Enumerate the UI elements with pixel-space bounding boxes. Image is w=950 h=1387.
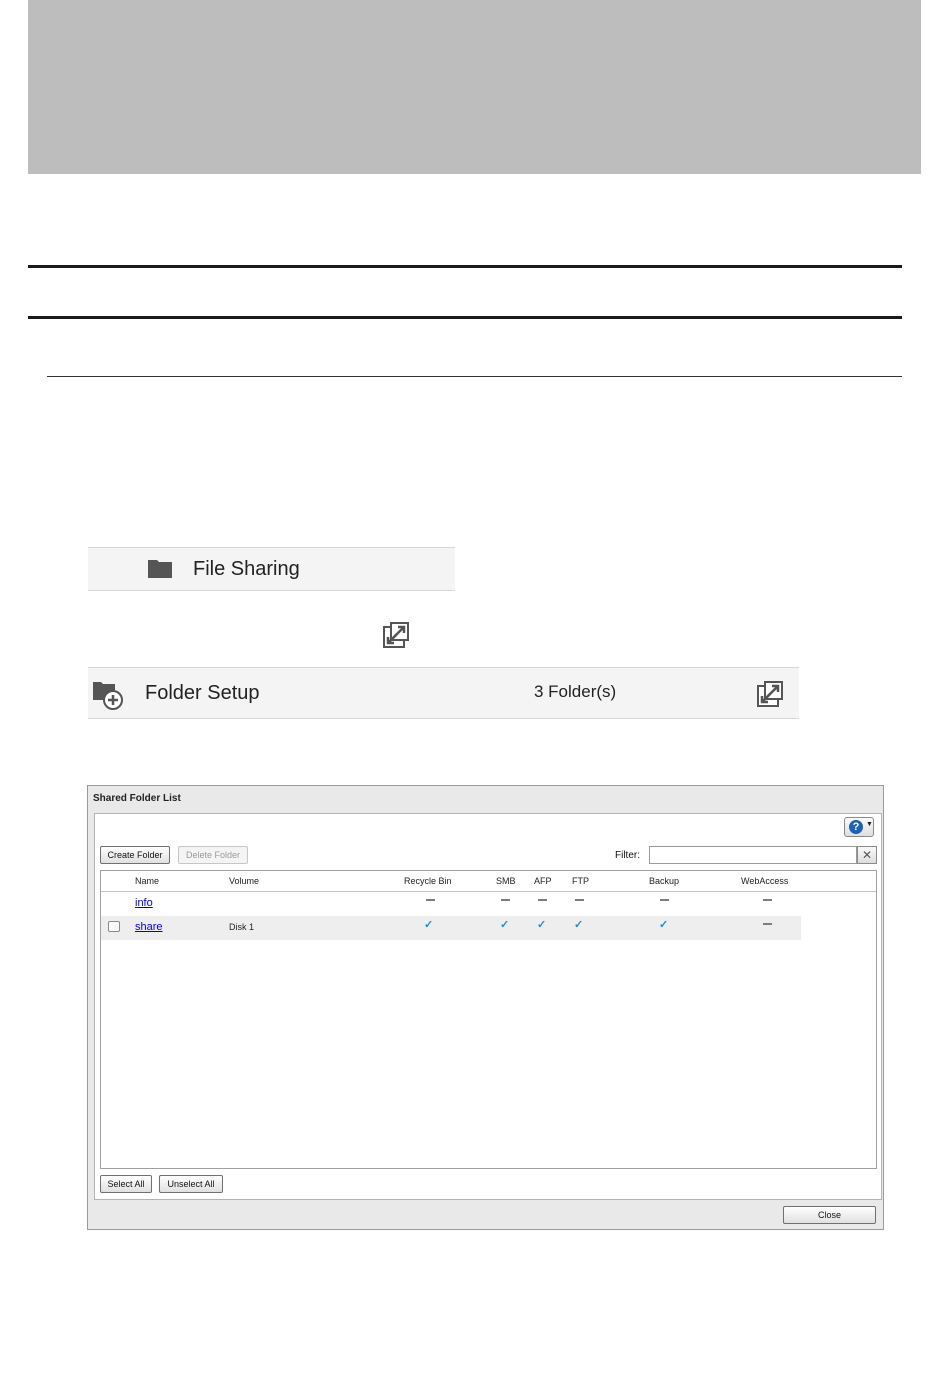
check-icon: ✓ [537, 919, 547, 931]
column-header-afp[interactable]: AFP [534, 876, 552, 886]
folder-count: 3 Folder(s) [534, 682, 617, 701]
dash-icon [763, 923, 772, 925]
column-header-name[interactable]: Name [135, 876, 160, 886]
check-icon: ✓ [424, 919, 434, 931]
filter-input[interactable] [649, 846, 857, 864]
row-checkbox[interactable] [108, 921, 120, 932]
unselect-all-button[interactable]: Unselect All [159, 1175, 223, 1193]
delete-folder-button[interactable]: Delete Folder [178, 846, 248, 864]
column-header-backup[interactable]: Backup [649, 876, 680, 886]
dash-icon [763, 899, 772, 901]
check-icon: ✓ [659, 919, 669, 931]
table-header [101, 871, 876, 892]
folder-setup-menu-item[interactable] [88, 667, 799, 719]
column-header-ftp[interactable]: FTP [572, 876, 589, 886]
help-button[interactable] [844, 817, 874, 837]
divider [47, 376, 902, 377]
folder-table [100, 870, 877, 1169]
help-icon: ? [849, 820, 863, 834]
divider [28, 316, 902, 319]
folder-add-icon [93, 680, 123, 710]
folder-icon [148, 558, 172, 578]
filter-clear-button[interactable] [857, 846, 877, 864]
column-header-smb[interactable]: SMB [496, 876, 516, 886]
dash-icon [426, 899, 435, 901]
expand-icon[interactable] [756, 680, 784, 708]
close-button[interactable]: Close [783, 1206, 876, 1224]
filter-label: Filter: [615, 850, 640, 861]
top-banner [28, 0, 921, 174]
dash-icon [575, 899, 584, 901]
folder-setup-label: Folder Setup [145, 682, 260, 704]
dialog-panel [94, 813, 882, 1200]
dash-icon [660, 899, 669, 901]
divider [28, 265, 902, 268]
column-header-webaccess[interactable]: WebAccess [741, 876, 789, 886]
check-icon: ✓ [500, 919, 510, 931]
create-folder-button[interactable]: Create Folder [100, 846, 170, 864]
expand-icon [382, 621, 410, 649]
file-sharing-menu-item[interactable] [88, 547, 455, 591]
column-header-recycle-bin[interactable]: Recycle Bin [404, 876, 452, 886]
folder-link-share[interactable]: share [135, 921, 163, 933]
column-header-volume[interactable]: Volume [229, 876, 260, 886]
select-all-button[interactable]: Select All [100, 1175, 152, 1193]
shared-folder-list-dialog [87, 785, 884, 1230]
volume-cell: Disk 1 [229, 922, 255, 932]
table-row[interactable] [101, 916, 801, 940]
folder-link-info[interactable]: info [135, 897, 153, 909]
chevron-down-icon: ▼ [866, 821, 873, 828]
close-icon: ✕ [861, 848, 873, 862]
table-row[interactable] [101, 892, 801, 916]
dash-icon [538, 899, 547, 901]
dialog-title: Shared Folder List [93, 793, 181, 804]
check-icon: ✓ [574, 919, 584, 931]
dash-icon [501, 899, 510, 901]
file-sharing-label: File Sharing [193, 558, 300, 580]
